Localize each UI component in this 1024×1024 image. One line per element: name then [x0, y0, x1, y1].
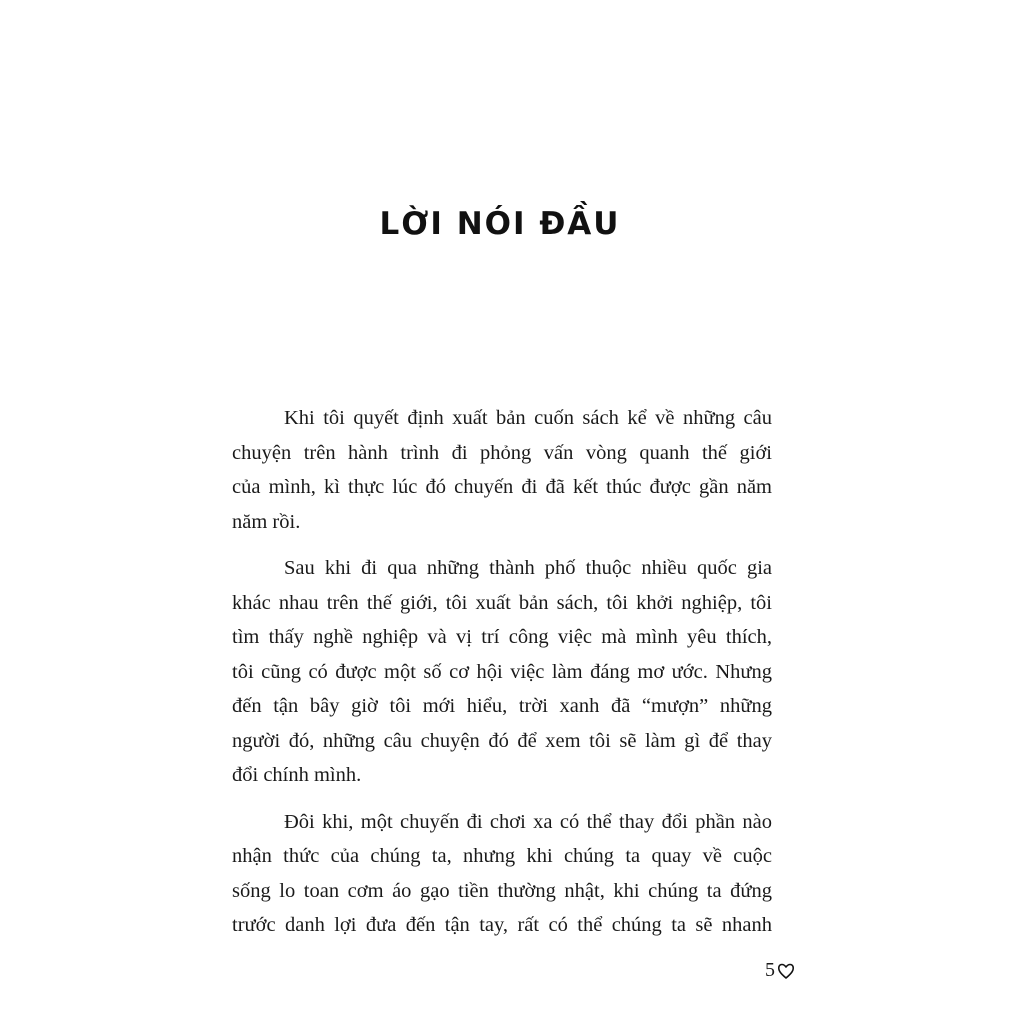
text-line: chuyện trên hành trình đi phỏng vấn vòng quanh thế giới: [232, 441, 772, 464]
page-number: [765, 959, 796, 982]
text-line: tìm thấy nghề nghiệp và vị trí công việc mà mình yêu thích,: [232, 626, 772, 648]
text-line: năm rồi.: [232, 510, 301, 533]
paragraph-1: [232, 401, 772, 539]
text-line: đổi chính mình.: [232, 764, 362, 786]
text-line: trước danh lợi đưa đến tận tay, rất có thể chúng ta sẽ nhanh: [232, 914, 772, 936]
text-line: đến tận bây giờ tôi mới hiểu, trời xanh đã “mượn” những: [232, 695, 772, 717]
text-line: nhận thức của chúng ta, nhưng khi chúng ta quay về cuộc: [232, 845, 772, 867]
text-line: của mình, kì thực lúc đó chuyến đi đã kết thúc được gần năm: [232, 476, 772, 498]
text-line: Khi tôi quyết định xuất bản cuốn sách kể về những câu: [284, 407, 772, 429]
text-line: người đó, những câu chuyện đó để xem tôi sẽ làm gì để thay: [232, 729, 772, 752]
chapter-title: LỜI NÓI ĐẦU: [379, 206, 621, 242]
text-line: tôi cũng có được một số cơ hội việc làm đáng mơ ước. Nhưng: [232, 660, 772, 683]
heart-icon: [776, 961, 796, 981]
paragraph-3: [232, 805, 772, 943]
text-line: khác nhau trên thế giới, tôi xuất bản sách, tôi khởi nghiệp, tôi: [232, 591, 772, 614]
text-line: Sau khi đi qua những thành phố thuộc nhiều quốc gia: [284, 557, 772, 579]
text-line: sống lo toan cơm áo gạo tiền thường nhật, khi chúng ta đứng: [232, 879, 772, 902]
body-text: [232, 401, 772, 955]
page-number-text: 5: [765, 959, 775, 981]
paragraph-2: [232, 551, 772, 793]
text-line: Đôi khi, một chuyến đi chơi xa có thể thay đổi phần nào: [284, 810, 772, 833]
